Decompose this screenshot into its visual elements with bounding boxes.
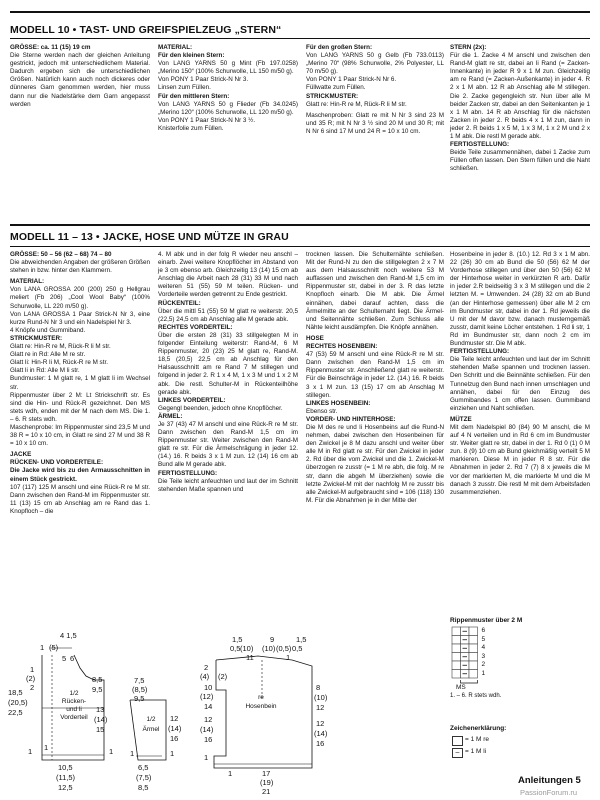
rib-cell bbox=[452, 627, 461, 636]
jacket-height-2: (20,5) bbox=[8, 698, 28, 707]
jacket-side-right-3: 15 bbox=[96, 725, 105, 734]
sleeve-height-3: 16 bbox=[170, 734, 179, 743]
legend-purl-text: = 1 M li bbox=[465, 748, 487, 755]
paragraph: 47 (53) 59 M anschl und eine Rück-R re M str. Dann zwischen den Rand-M 1,5 cm im Rippenmuster str. Anschließend glatt re weiterstr. Für die Beinschräge in jeder 12. (14.) 16. R beids 3 x 1 M zun. 13 (15) 17 cm ab Anschlag M stillegen. bbox=[306, 351, 444, 399]
pants-left-6: 14 bbox=[204, 702, 213, 711]
jacket-height-1: 18,5 bbox=[8, 688, 23, 697]
jacket-rib-2: 1 bbox=[28, 747, 33, 756]
section2-header: MODELL 11 – 13 • JACKE, HOSE UND MÜTZE IN GRAU bbox=[10, 231, 289, 243]
jacket-rib-3: 1 bbox=[109, 747, 114, 756]
pants-right-3: 12 bbox=[316, 703, 325, 712]
paragraph: Füllwatte zum Füllen. bbox=[306, 84, 366, 92]
rib-cell bbox=[469, 661, 478, 670]
paragraph: Die abweichenden Angaben der größeren Größen stehen in bzw. hinter den Klammern. bbox=[10, 259, 150, 275]
paragraph: Glatt re: Hin-R re M, Rück-R li M str. bbox=[306, 100, 407, 108]
pants-right-1: 8 bbox=[316, 683, 321, 692]
subheading: RÜCKEN- UND VORDERTEILE: bbox=[10, 459, 104, 467]
pants-left2-4: 1 bbox=[204, 753, 209, 762]
paragraph: Glatt li: Hin-R li M, Rück-R re M str. bbox=[10, 359, 108, 367]
jacket-label-3: und li bbox=[66, 706, 82, 713]
pants-top-3: 1,5 bbox=[296, 635, 307, 644]
rib-cell bbox=[469, 653, 478, 662]
sleeve-top-3: 9,5 bbox=[134, 694, 145, 703]
jacket-top-width: 4 1,5 bbox=[60, 631, 77, 640]
paragraph: Von LANA GROSSA 200 (200) 250 g Hellgrau meliert (Fb 206) „Cool Wool Baby“ (100% Schurwolle, LL 220 m/50 g). bbox=[10, 286, 150, 310]
paragraph: Die M des re und li Hosenbeins auf die Rund-N nehmen, dabei zwischen den Hosenbeinen für den Zwickel je 8 M dazu anschl und weiter über alle M in Rd glatt re str. Für den Zwickel in jeder 2. Rd über die vom Zwickel und die 1. Zwickel-M überzogen re zusstr (= 1 M re abh, die folg. M re str, dann die abgeh M überziehen) sowie die letzte Zwickel-M mit der nachfolg M re zusstr bis alle Zwickel-M aufgebraucht sind = 106 (118) 130 M. Für die Abnahmen je in der Mitte der bbox=[306, 423, 444, 504]
subheading: Die Jacke wird bis zu den Armausschnitten in einem Stück gestrickt. bbox=[10, 467, 150, 483]
paragraph: Die Teile leicht anfeuchten und laut der im Schnitt stehenden Maße spannen und bbox=[158, 477, 298, 493]
jacket-label-1: 1/2 bbox=[69, 690, 79, 697]
rib-cell bbox=[452, 644, 461, 653]
pants-right-2: (10) bbox=[314, 693, 328, 702]
subheading: STRICKMUSTER: bbox=[306, 92, 359, 100]
pants-top3-2: (0,5) bbox=[276, 644, 292, 653]
sleeve-bottom-1: 6,5 bbox=[138, 763, 149, 772]
paragraph: 107 (117) 125 M anschl und eine Rück-R re M str. Dann zwischen den Rand-M im Rippenmuster str. 11 (13) 15 cm ab Anschlag am re Rand das 1. Knopfloch – die bbox=[10, 483, 150, 515]
pants-left2-1: 12 bbox=[204, 715, 213, 724]
footer-page: Anleitungen 5 bbox=[518, 775, 581, 786]
rib-cell bbox=[452, 661, 461, 670]
jacket-rib-1: 1 bbox=[44, 743, 49, 752]
legend-knit-text: = 1 M re bbox=[465, 736, 490, 743]
sleeve-top-2: (8,5) bbox=[132, 685, 148, 694]
paragraph: Knisterfolie zum Füllen. bbox=[158, 124, 224, 132]
sleeve-bottom-3: 8,5 bbox=[138, 783, 149, 792]
jacket-neck-1: 1 bbox=[40, 643, 45, 652]
pants-bottom-2: 17 bbox=[262, 769, 271, 778]
rib-chart-title: Rippenmuster über 2 M bbox=[450, 617, 523, 624]
paragraph: 4. M abk und in der folg R wieder neu anschl – einarb. Zwei weitere Knopflöcher im Abstand von je 3 cm ebenso arb. Gleichzeitig 13 (14) 15 cm ab Anschlag die Arbeit nach 28 (31) 33 M und nach weiteren 51 (55) 59 M teilen. Rücken- und Vorderteile werden getrennt zu Ende gestrickt. bbox=[158, 251, 298, 299]
sleeve-height-2: (14) bbox=[168, 724, 182, 733]
paragraph: 4 Knöpfe und Gummiband. bbox=[10, 326, 86, 334]
sleeve-rib-2: 1 bbox=[170, 749, 175, 758]
jacket-side-1: 8,5 bbox=[92, 675, 103, 684]
paragraph: Hosenbeine in jeder 8. (10.) 12. Rd 3 x 1 M abn. 22 (26) 30 cm ab Bund die 50 (56) 62 M der Vorderhose stillegen und über den 50 (56) 62 M der Hinterhose weiter in verkürzten R arb. Dafür in jeder 2.R beidseitig 3 x 3 M stillegen und die 2 letzten M. = Umwenden. 24 (28) 32 cm ab Bund (an der Hinterhose gemessen) über alle M 2 cm im Bundmuster str, dabei in der 1. Rd jeweils die U mit der M davor bzw. danach musterngemäß zusstr, damit keine Löcher entstehen. 1 Rd li str, 1 Rd im Bundmuster str, dann noch 2 cm im Bundmuster str. Die M abk. bbox=[450, 251, 590, 348]
subheading: LINKES VORDERTEIL: bbox=[158, 396, 226, 404]
pants-right2-2: (14) bbox=[314, 729, 328, 738]
subheading: JACKE bbox=[10, 451, 32, 459]
paragraph: Von PONY 1 Paar Strick-N Nr 3 ½. bbox=[158, 116, 256, 124]
subheading: FERTIGSTELLUNG: bbox=[158, 469, 218, 477]
pants-left-5: (12) bbox=[200, 692, 214, 701]
rib-cell bbox=[452, 670, 461, 679]
subheading: Für den großen Stern: bbox=[306, 44, 373, 51]
sleeve-label-2: Ärmel bbox=[142, 726, 160, 733]
subheading: Für den mittleren Stern: bbox=[158, 92, 230, 100]
jacket-bottom-2: (11,5) bbox=[56, 773, 76, 782]
jacket-bottom-3: 12,5 bbox=[58, 783, 73, 792]
pants-bottom-4: 21 bbox=[262, 787, 271, 796]
paragraph: Glatt re in Rd: Alle M re str. bbox=[10, 351, 86, 359]
jacket-shoulder-1: 1 bbox=[30, 665, 35, 674]
jacket-shoulder-2: (2) bbox=[26, 674, 36, 683]
paragraph: Von PONY 1 Paar Strick-N Nr 3. bbox=[158, 76, 249, 84]
rib-cell bbox=[469, 627, 478, 636]
subheading: GRÖSSE: 50 – 56 (62 – 68) 74 – 80 bbox=[10, 251, 112, 258]
subheading: STRICKMUSTER: bbox=[10, 334, 63, 342]
subheading: RÜCKENTEIL: bbox=[158, 299, 201, 307]
jacket-label-2: Rücken- bbox=[61, 698, 87, 705]
jacket-side-right-1: 13 bbox=[96, 705, 105, 714]
rib-cell bbox=[452, 636, 461, 645]
paragraph: Von LANG YARNS 50 g Mint (Fb 197.0258) „Merino 150“ (100% Schurwolle, LL 150 m/50 g). bbox=[158, 60, 298, 76]
paragraph: Von PONY 1 Paar Strick-N Nr 6. bbox=[306, 76, 397, 84]
paragraph: Rippenmuster über 2 M: Lt Strickschrift str. Es sind die Hin- und Rück-R gezeichnet. Den MS stets wdh, enden mit der M nach dem MS. Die 1. – 6. R stets wdh. bbox=[10, 391, 150, 423]
subheading: ÄRMEL: bbox=[158, 412, 183, 420]
pants-left-1: 2 bbox=[204, 663, 209, 672]
rib-row-label: 3 bbox=[481, 652, 486, 660]
paragraph: Mit dem Nadelspiel 80 (84) 90 M anschl, die M auf 4 N verteilen und in Rd 6 cm im Bundmuster str. Weiter glatt re str, dabei in der 1. Rd 0 (1) 0 M zun. 8 (9) 10 cm ab Bund gleichmäßig verteilt 5 M markieren. Diese M in jeder R 8 str. Für die Abnahmen in jeder 2. Rd 7 (7) 8 x jeweils die M vor der markierten M, die markierte M und die M danach 3 zusstr. Die restl M mit dem Arbeitsfaden zusammenziehen. bbox=[450, 423, 590, 496]
subheading: FERTIGSTELLUNG: bbox=[450, 141, 510, 149]
paragraph: Über die ersten 28 (31) 33 stillgelegten M in folgender Einteilung weiterstr: Rand-M, 6 M Rippenmuster, 20 (23) 25 M glatt re, Rand-M. 18,5 (20,5) 22,5 cm ab Anschlag für den Halsausschnitt am re Rand 7 M stillegen und folgend in jeder 2. R 1 x 4 M, 1 x 3 M und 1 x 2 M abk. Die restl. Schulter-M in Rückenteilhöhe gerade abk. bbox=[158, 331, 298, 396]
rib-cell bbox=[452, 653, 461, 662]
jacket-bottom-1: 10,5 bbox=[58, 763, 73, 772]
rib-row-label: 5 bbox=[481, 635, 486, 643]
paragraph: Die Sterne werden nach der gleichen Anleitung gestrickt, jedoch mit unterschiedlichem Material. Dadurch ergeben sich die unterschiedlichen Größen. Natürlich kann auch noch dickeres oder dünneres Garn genommen werden, hier muss dann nur die Nadelstärke dem Garn angepasst werden bbox=[10, 52, 150, 108]
pants-left2-2: (14) bbox=[200, 725, 214, 734]
rib-cell bbox=[469, 670, 478, 679]
rib-row-label: 2 bbox=[481, 661, 486, 668]
pants-mark-2: 1 bbox=[286, 653, 291, 662]
pants-bottom-1: 1 bbox=[228, 769, 233, 778]
paragraph: Maschenproben: Glatt re mit N Nr 3 sind 23 M und 35 R; mit N Nr 3 ½ sind 20 M und 30 R; mit N Nr 6 sind 17 M und 24 R = 10 x 10 cm. bbox=[306, 111, 444, 135]
pants-top-2: 9 bbox=[270, 635, 275, 644]
rib-cell bbox=[469, 636, 478, 645]
pants-top2-2: (10) bbox=[262, 644, 276, 653]
pants-top3-1: (10) bbox=[240, 644, 254, 653]
jacket-neck-4: 6 bbox=[70, 654, 75, 663]
pants-right2-1: 12 bbox=[316, 719, 325, 728]
paragraph: Linsen zum Füllen. bbox=[158, 84, 211, 92]
subheading: VORDER- UND HINTERHOSE: bbox=[306, 415, 396, 423]
sleeve-rib-1: 1 bbox=[130, 749, 135, 758]
subheading: MATERIAL: bbox=[10, 278, 45, 286]
paragraph: Je 37 (43) 47 M anschl und eine Rück-R re M str. Dann zwischen den Rand-M 1,5 cm im Rippenmuster str. Weiter zwischen den Rand-M glatt re str. Für die Ärmelschrägung in jeder 12. (14.) 16. R beids 3 x 1 M zun. 12 (14) 16 cm ab Bund alle M gerade abk. bbox=[158, 420, 298, 469]
jacket-side-right-2: (14) bbox=[94, 715, 108, 724]
jacket-label-4: Vorderteil bbox=[60, 714, 88, 721]
paragraph: Gegengl beenden, jedoch ohne Knopflöcher. bbox=[158, 404, 283, 412]
pants-left-3: (2) bbox=[218, 672, 228, 681]
pants-bottom-3: (19) bbox=[260, 778, 274, 787]
sleeve-label-1: 1/2 bbox=[146, 716, 156, 723]
section1-header: MODELL 10 • TAST- UND GREIFSPIELZEUG „STERN“ bbox=[10, 24, 282, 36]
paragraph: Bundmuster: 1 M glatt re, 1 M glatt li im Wechsel str. bbox=[10, 375, 150, 391]
rib-cell bbox=[469, 644, 478, 653]
paragraph: Glatt li in Rd: Alle M li str. bbox=[10, 367, 80, 375]
legend-purl-symbol: – bbox=[452, 748, 463, 758]
paragraph: Beide Teile zusammennähen, dabei 1 Zacke zum Füllen offen lassen. Den Stern füllen und die Naht schließen. bbox=[450, 149, 590, 173]
pants-left2-3: 16 bbox=[204, 735, 213, 744]
pants-mark-1: 11 bbox=[246, 653, 254, 662]
jacket-shoulder-3: 2 bbox=[30, 683, 35, 692]
sleeve-height-1: 12 bbox=[170, 714, 179, 723]
rib-row-label: 6 bbox=[481, 627, 486, 634]
sleeve-top-1: 7,5 bbox=[134, 676, 145, 685]
paragraph: Von LANA GROSSA 1 Paar Strick-N Nr 3, eine kurze Rund-N Nr 3 und ein Nadelspiel Nr 3. bbox=[10, 310, 150, 326]
paragraph: Maschenprobe: Im Rippenmuster sind 23,5 M und 38 R = 10 x 10 cm, in Glatt re sind 27 M und 38 R = 10 x 10 cm. bbox=[10, 423, 150, 448]
subheading: GRÖSSE: ca. 11 (15) 19 cm bbox=[10, 44, 91, 51]
pants-top2-3: 0,5 bbox=[292, 644, 303, 653]
paragraph: Von LANG YARNS 50 g Flieder (Fb 34.0245) „Merino 120“ (100% Schurwolle, LL 120 m/50 g). bbox=[158, 100, 298, 116]
jacket-neck-3: 5 bbox=[62, 654, 67, 663]
paragraph: Für die 1. Zacke 4 M anschl und zwischen den Rand-M glatt re str, dabei an li Rand (= Zacken-Innenkante) in jeder R 9 x 1 M zun. Gleichzeitig am re Rand (= Zacken-Außenkante) in jeder 4. R 2 x 1 M abn. 12 R ab Anschlag alle M stillegen. Die 2. Zacke gegengleich str. Nun über alle M beider Zacken str, dabei an den Seitenkanten je 1 x 1 M abn. 14 R ab Anschlag für die nächsten Zacken in jeder 2. R beids 4 x 1 M zun, dann in jeder 2. R beids 1 x 5 M, 1 x 3 M, 1 x 2 M und 2 x 1 M abk. Die restl M gerade abk. bbox=[450, 52, 590, 141]
paragraph: Glatt re: Hin-R re M, Rück-R li M str. bbox=[10, 343, 111, 351]
pants-left-4: 10 bbox=[204, 683, 213, 692]
sleeve-bottom-2: (7,5) bbox=[136, 773, 152, 782]
subheading: LINKES HOSENBEIN: bbox=[306, 399, 371, 407]
subheading: RECHTES VORDERTEIL: bbox=[158, 323, 233, 331]
paragraph: Von LANG YARNS 50 g Gelb (Fb 733.0113) „Merino 70“ (98% Schurwolle, 2% Polyester, LL 70 m/50 g). bbox=[306, 52, 444, 76]
jacket-side-2: 9,5 bbox=[92, 685, 103, 694]
paragraph: Ebenso str. bbox=[306, 407, 338, 415]
subheading: HOSE bbox=[306, 334, 324, 342]
paragraph: Die Teile leicht anfeuchten und laut der im Schnitt stehenden Maße spannen und trocknen lassen. Den Schritt und die Beinnähte schließen. Für den Tunnelzug den Bund nach innen umschlagen und annähen, dabei für den Einzug des Gummibandes 1 cm offen lassen. Gummiband einziehen und Naht schließen. bbox=[450, 356, 590, 412]
subheading: MATERIAL: bbox=[158, 44, 193, 51]
subheading: MÜTZE bbox=[450, 415, 472, 423]
subheading: FERTIGSTELLUNG: bbox=[450, 348, 510, 356]
pants-top-1: 1,5 bbox=[232, 635, 243, 644]
paragraph: Über die mittl 51 (55) 59 M glatt re weiterstr. 20,5 (22,5) 24,5 cm ab Anschlag alle M gerade abk. bbox=[158, 307, 298, 323]
pants-label-2: Hosenbein bbox=[245, 703, 277, 710]
rib-chart-ms: MS bbox=[456, 684, 466, 691]
rib-row-label: 1 bbox=[481, 669, 486, 677]
watermark: PassionForum.ru bbox=[520, 788, 578, 797]
legend-title: Zeichenerklärung: bbox=[450, 725, 507, 732]
pants-right2-3: 16 bbox=[316, 739, 325, 748]
subheading: Für den kleinen Stern: bbox=[158, 52, 225, 60]
legend-knit-symbol bbox=[452, 736, 463, 746]
pants-left-2: (4) bbox=[200, 672, 210, 681]
rib-chart-note: 1. – 6. R stets wdh. bbox=[450, 693, 502, 699]
pants-top2-1: 0,5 bbox=[230, 644, 241, 653]
subheading: RECHTES HOSENBEIN: bbox=[306, 343, 378, 351]
jacket-neck-2: (5) bbox=[49, 643, 59, 652]
jacket-height-3: 22,5 bbox=[8, 708, 23, 717]
paragraph: trocknen lassen. Die Schulternähte schließen. Mit der Rund-N zu den die stillgelegten 2 x 7 M aus dem Halsausschnitt noch weitere 53 M auffassen und zwischen den Rand-M 1,5 cm im Rippenmuster str, dabei in der 3. R das letzte Knopfloch einarb. Die M abk. Die Ärmel einnähen, dabei darauf achten, dass die Ärmelmitte an der Schulternaht liegt. Die Ärmel- und Seitennähte schließen. Zum Schluss alle Nähte leicht ausdämpfen. Die Knöpfe annähen. bbox=[306, 251, 444, 331]
pants-label-1: re bbox=[258, 694, 264, 701]
subheading: STERN (2x): bbox=[450, 44, 487, 51]
rib-row-label: 4 bbox=[481, 644, 486, 651]
ms-bracket bbox=[461, 680, 478, 683]
